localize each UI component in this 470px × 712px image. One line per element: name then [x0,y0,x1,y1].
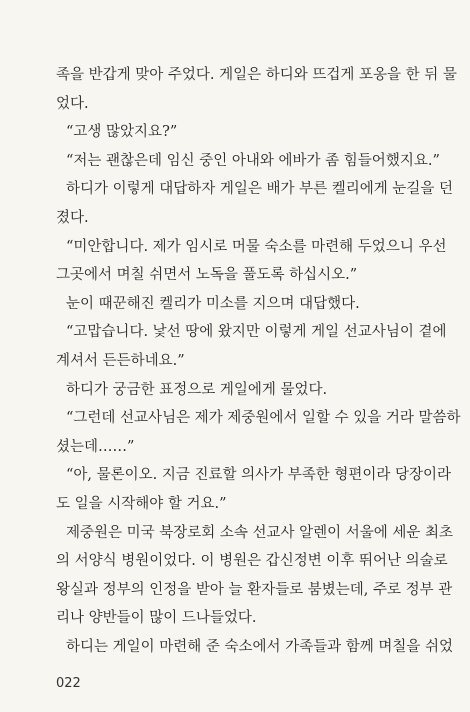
text-line: 제중원은 미국 북장로회 소속 선교사 알렌이 서울에 세운 최초 [66,524,454,541]
text-line: 눈이 때꾼해진 켈리가 미소를 지으며 대답했다. [66,295,360,312]
text-line: “그런데 선교사님은 제가 제중원에서 일할 수 있을 거라 말씀하 [66,410,461,427]
text-line: 왕실과 정부의 인정을 받아 늘 환자들로 붐볐는데, 주로 정부 관 [56,581,453,598]
text-line: 하디가 이렇게 대답하자 게일은 배가 부른 켈리에게 눈길을 던 [66,181,454,198]
text-line: 도 일을 시작해야 할 거요.” [56,495,227,512]
text-line: 하디는 게일이 마련해 준 숙소에서 가족들과 함께 며칠을 쉬었 [66,638,454,655]
text-line: 그곳에서 며칠 쉬면서 노독을 풀도록 하십시오.” [56,267,358,284]
text-line: 계셔서 든든하네요.” [56,352,185,369]
text-line: 셨는데……” [56,438,135,455]
text-line: “고생 많았지요?” [66,124,178,141]
text-line: 리나 양반들이 많이 드나들었다. [56,610,257,627]
text-line: 의 서양식 병원이었다. 이 병원은 갑신정변 이후 뛰어난 의술로 [56,553,448,570]
text-line: 었다. [56,95,89,112]
text-line: 족을 반갑게 맞아 주었다. 게일은 하디와 뜨겁게 포옹을 한 뒤 물 [56,67,457,83]
text-line: “아, 물론이오. 지금 진료할 의사가 부족한 형편이라 당장이라 [66,467,452,484]
page-number: 022 [56,676,81,691]
text-line: “미안합니다. 제가 임시로 머물 숙소를 마련해 두었으니 우선 [66,238,447,255]
body-text [56,61,461,661]
text-line: 졌다. [56,209,89,226]
text-line: 하디가 궁금한 표정으로 게일에게 물었다. [66,381,328,398]
text-line: “고맙습니다. 낯선 땅에 왔지만 이렇게 게일 선교사님이 곁에 [66,324,447,341]
text-line: “저는 괜찮은데 임신 중인 아내와 에바가 좀 힘들어했지요.” [66,152,440,169]
